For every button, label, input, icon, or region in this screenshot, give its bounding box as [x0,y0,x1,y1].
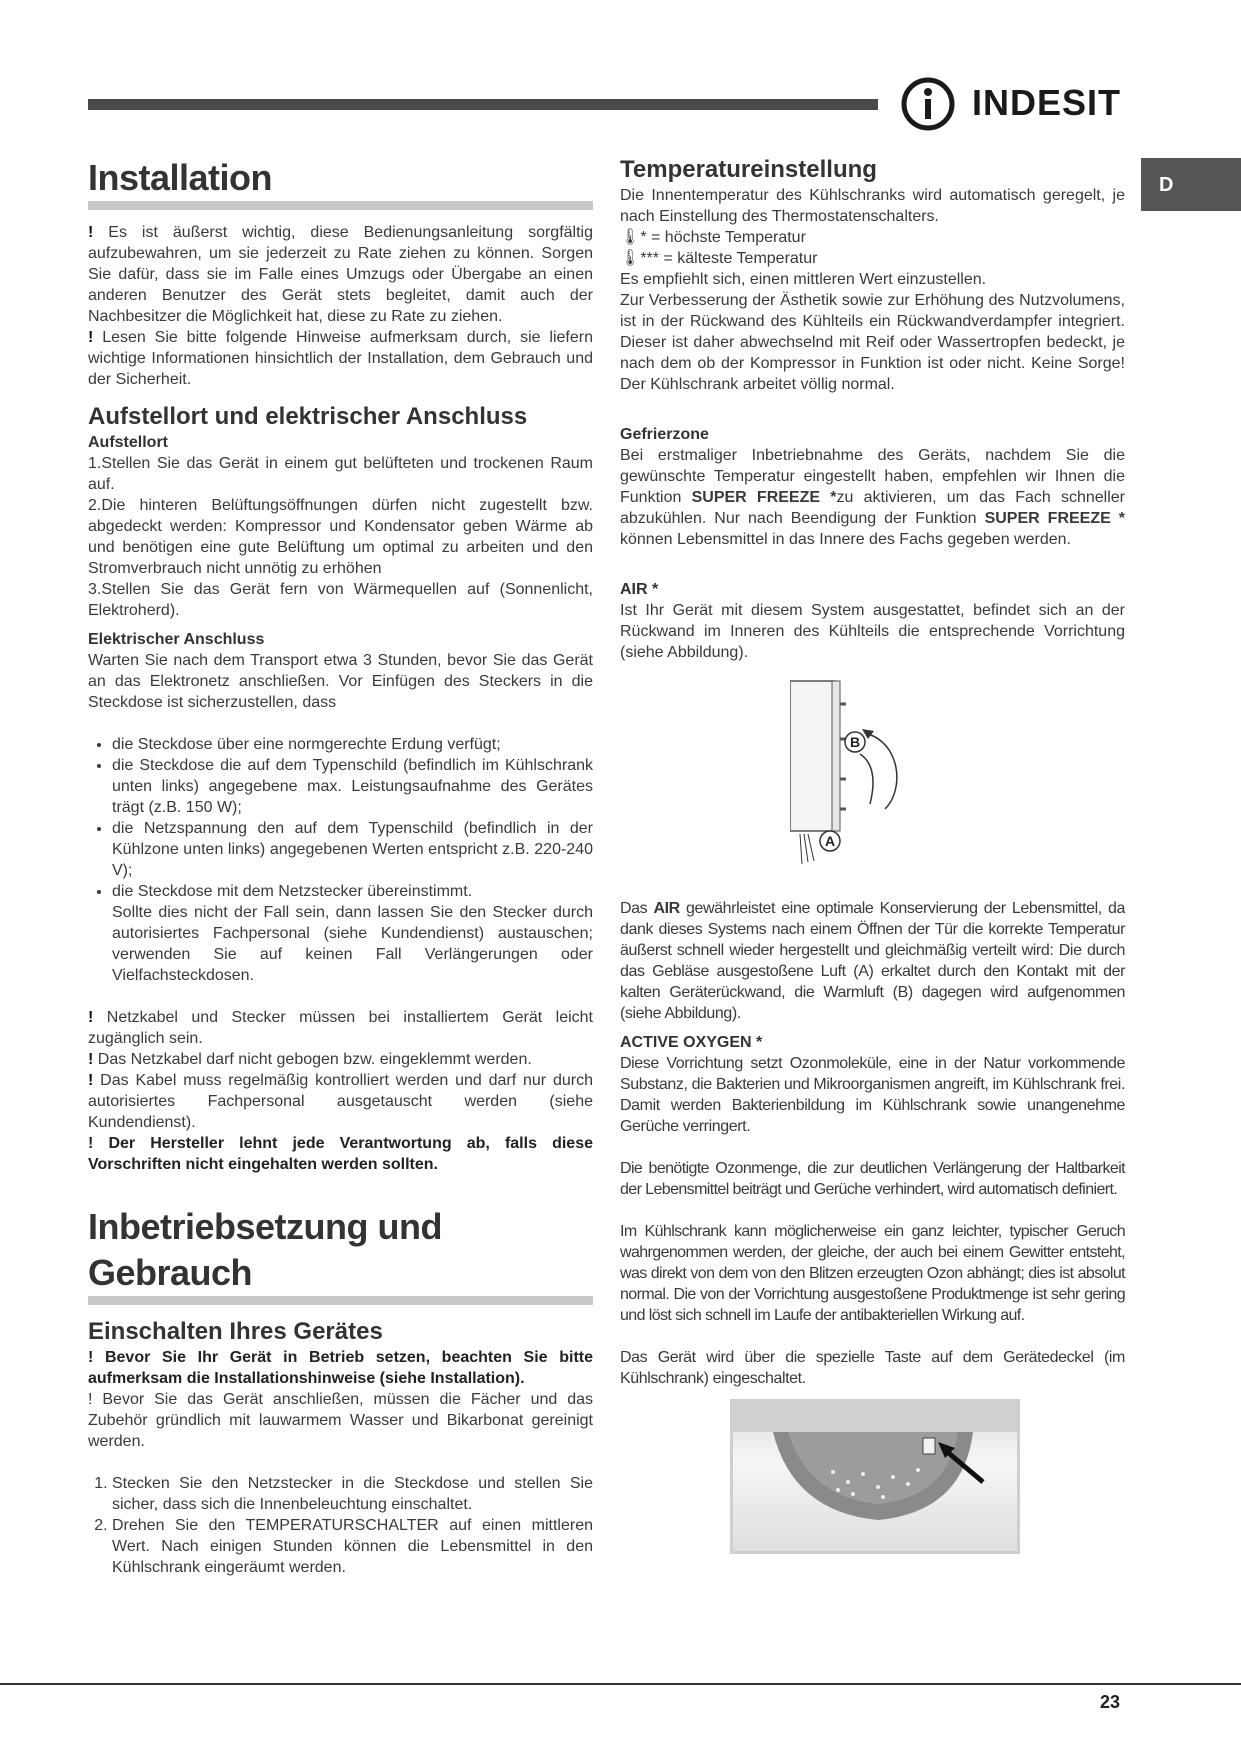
active-oxygen-paragraph-2: Die benötigte Ozonmenge, die zur deutlichen Verlängerung der Haltbarkeit der Lebensmittel beiträgt und Gerüche verhindert, wird automatisch definiert. [620,1160,1125,1198]
einschalten-note: ! Bevor Sie Ihr Gerät in Betrieb setzen, beachten Sie bitte aufmerksam die Installationshinweise (siehe Installation). [88,1349,593,1387]
air-subtitle: AIR * [620,581,659,598]
bullet-continuation: Sollte dies nicht der Fall sein, dann lassen Sie den Stecker durch autorisiertes Fachpersonal (siehe Kundendienst) austauschen; verwenden Sie auf keinen Fall Verlängerungen oder Vielfachsteckdosen. [112,904,593,984]
list-item: • die Steckdose mit dem Netzstecker übereinstimmt. Sollte dies nicht der Fall sein, dann lassen Sie den Stecker durch autorisiertes Fachpersonal (siehe Kundendienst) austauschen; verwenden Sie auf keinen Fall Verlängerungen oder Vielfachsteckdosen. [112,881,593,986]
aufstellort-subtitle: Aufstellort [88,434,168,451]
thermometer-cold-icon: 🌡 [620,250,641,267]
gefrierzone-subtitle: Gefrierzone [620,426,709,443]
warning-2: ! Das Netzkabel darf nicht gebogen bzw. eingeklemmt werden. [88,1051,532,1068]
anschluss-bullet-list [88,734,593,986]
active-oxygen-paragraph-4: Das Gerät wird über die spezielle Taste auf dem Gerätedeckel (im Kühlschrank) eingeschaltet. [620,1349,1125,1387]
gefrierzone-paragraph: Bei erstmaliger Inbetriebnahme des Geräts, nachdem Sie die gewünschte Temperatur eingestellt haben, empfehlen wir Ihnen die Funktion SUPER FREEZE *zu aktivieren, um das Fach schneller abzukühlen. Nur nach Beendigung der Funktion SUPER FREEZE * können Lebensmittel in das Innere des Fachs gegeben werden. [620,447,1126,548]
anschluss-subtitle: Elektrischer Anschluss [88,631,265,648]
warning-3: ! Das Kabel muss regelmäßig kontrolliert werden und darf nur durch autorisiertes Fachpersonal ausgetauscht werden (siehe Kundendienst). [88,1072,593,1131]
list-item: 2. Drehen Sie den TEMPERATURSCHALTER auf einen mittleren Wert. Nach einigen Stunden können die Lebensmittel in den Kühlschrank eingeräumt werden. [112,1515,593,1578]
installation-title: Installation [88,155,593,210]
air-paragraph-1: Ist Ihr Gerät mit diesem System ausgestattet, befindet sich an der Rückwand im Inneren des Kühlteils die entsprechende Vorrichtung (siehe Abbildung). [620,602,1125,661]
anschluss-paragraph: Warten Sie nach dem Transport etwa 3 Stunden, bevor Sie das Gerät an das Elektronetz anschließen. Vor Einfügen des Steckers in die Steckdose ist sicherzustellen, dass [88,652,593,711]
right-column [620,155,1125,1554]
einschalten-steps [88,1473,593,1578]
installation-paragraph-1: ! Es ist äußerst wichtig, diese Bedienungsanleitung sorgfältig aufzubewahren, um sie jederzeit zu Rate ziehen zu können. Sorgen Sie dafür, dass sie im Falle eines Umzugs oder Übergabe an einen anderen Benutzer des Gerät stets begleitet, damit auch der Nachbesitzer die Möglichkeit hat, diese zu Rate zu ziehen. [88,224,593,325]
list-item: 1. Stecken Sie den Netzstecker in die Steckdose und stellen Sie sicher, dass sich die Innenbeleuchtung einschaltet. [112,1473,593,1515]
air-paragraph-2: Das AIR gewährleistet eine optimale Konservierung der Lebensmittel, da dank dieses Systems nach einem Öffnen der Tür die korrekte Temperatur äußerst schnell wieder hergestellt und gleichmäßig verteilt wird: Die durch das Gebläse ausgestoßene Luft (A) erkaltet durch den Kontakt mit der kalten Geräterückwand, die Warmluft (B) dagegen wird aufgenommen (siehe Abbildung). [620,900,1126,1022]
active-oxygen-photo [730,1399,1020,1554]
temperatur-paragraph-1: Die Innentemperatur des Kühlschranks wird automatisch geregelt, je nach Einstellung des Thermostatenschalters. [620,187,1125,225]
left-column [88,155,593,1578]
active-oxygen-paragraph-3: Im Kühlschrank kann möglicherweise ein ganz leichter, typischer Geruch wahrgenommen werden, der gleiche, der auch bei einem Gewitter entsteht, was direkt von dem von den Blitzen erzeugten Ozon abhängt; dies ist absolut normal. Die von der Vorrichtung ausgestoßene Produktmenge ist sehr gering und löst sich schnell im Laufe der antibakteriellen Wirkung auf. [620,1223,1125,1324]
temperatur-paragraph-2: Es empfiehlt sich, einen mittleren Wert einzustellen. [620,271,987,288]
temperatur-cold-line: 🌡*** = kälteste Temperatur [620,250,818,267]
einschalten-paragraph: ! Bevor Sie das Gerät anschließen, müssen die Fächer und das Zubehör gründlich mit lauwarmem Wasser und Bikarbonat gereinigt werden. [88,1391,593,1450]
temperatur-title: Temperatureinstellung [620,156,877,183]
warning-1: ! Netzkabel und Stecker müssen bei installiertem Gerät leicht zugänglich sein. [88,1009,593,1047]
active-oxygen-paragraph-1: Diese Vorrichtung setzt Ozonmoleküle, eine in der Natur vorkommende Substanz, die Bakterien und Mikroorganismen angreift, im Kühlschrank frei. Damit werden Bakterienbildung im Kühlschrank sowie unangenehme Gerüche verringert. [620,1055,1125,1135]
header-bar [88,99,878,110]
footer-rule [0,1683,1241,1685]
label-a: A [824,833,836,849]
aufstellort-step-1: 1.Stellen Sie das Gerät in einem gut belüfteten und trockenen Raum auf. [88,455,593,493]
ozone-device-illustration [733,1402,1020,1554]
page-number: 23 [1100,1692,1121,1712]
thermometer-icon: 🌡 [620,229,641,246]
temperatur-paragraph-3: Zur Verbesserung der Ästhetik sowie zur Erhöhung des Nutzvolumens, ist in der Rückwand des Kühlteils ein Rückwandverdampfer integriert. Dieser ist daher abwechselnd mit Reif oder Wassertropfen bedeckt, je nach dem ob der Kompressor in Funktion ist oder nicht. Keine Sorge! Der Kühlschrank arbeitet völlig normal. [620,292,1125,393]
active-oxygen-subtitle: ACTIVE OXYGEN * [620,1034,763,1051]
language-tab: D [1141,158,1241,211]
einschalten-title: Einschalten Ihres Gerätes [88,1318,383,1345]
temperatur-high-line: 🌡* = höchste Temperatur [620,229,806,246]
aufstellort-title: Aufstellort und elektrischer Anschluss [88,403,528,430]
aufstellort-step-2: 2.Die hinteren Belüftungsöffnungen dürfen nicht zugestellt bzw. abgedeckt werden: Kompressor und Kondensator geben Wärme ab und benötigen eine gute Belüftung um optimal zu arbeiten und den Stromverbrauch nicht unnötig zu erhöhen [88,497,593,577]
aufstellort-step-3: 3.Stellen Sie das Gerät fern von Wärmequellen auf (Sonnenlicht, Elektroherd). [88,581,593,619]
list-item: • die Netzspannung den auf dem Typenschild (befindlich in der Kühlzone unten links) angegebenen Werten entspricht z.B. 220-240 V); [112,818,593,881]
warning-4: ! Der Hersteller lehnt jede Verantwortung ab, falls diese Vorschriften nicht eingehalten werden sollten. [88,1135,593,1173]
list-item: • die Steckdose die auf dem Typenschild (befindlich im Kühlschrank unten links) angegebene max. Leistungsaufnahme des Gerätes trägt (z.B. 150 W); [112,755,593,818]
list-item: • die Steckdose über eine normgerechte Erdung verfügt; [112,734,593,755]
inbetrieb-title: Inbetriebsetzung und Gebrauch [88,1204,593,1305]
brand-name: INDESIT [972,82,1122,123]
installation-paragraph-2: ! Lesen Sie bitte folgende Hinweise aufmerksam durch, sie liefern wichtige Informationen hinsichtlich der Installation, dem Gebrauch und der Sicherheit. [88,329,593,388]
label-b: B [849,734,861,750]
air-diagram [790,679,920,879]
